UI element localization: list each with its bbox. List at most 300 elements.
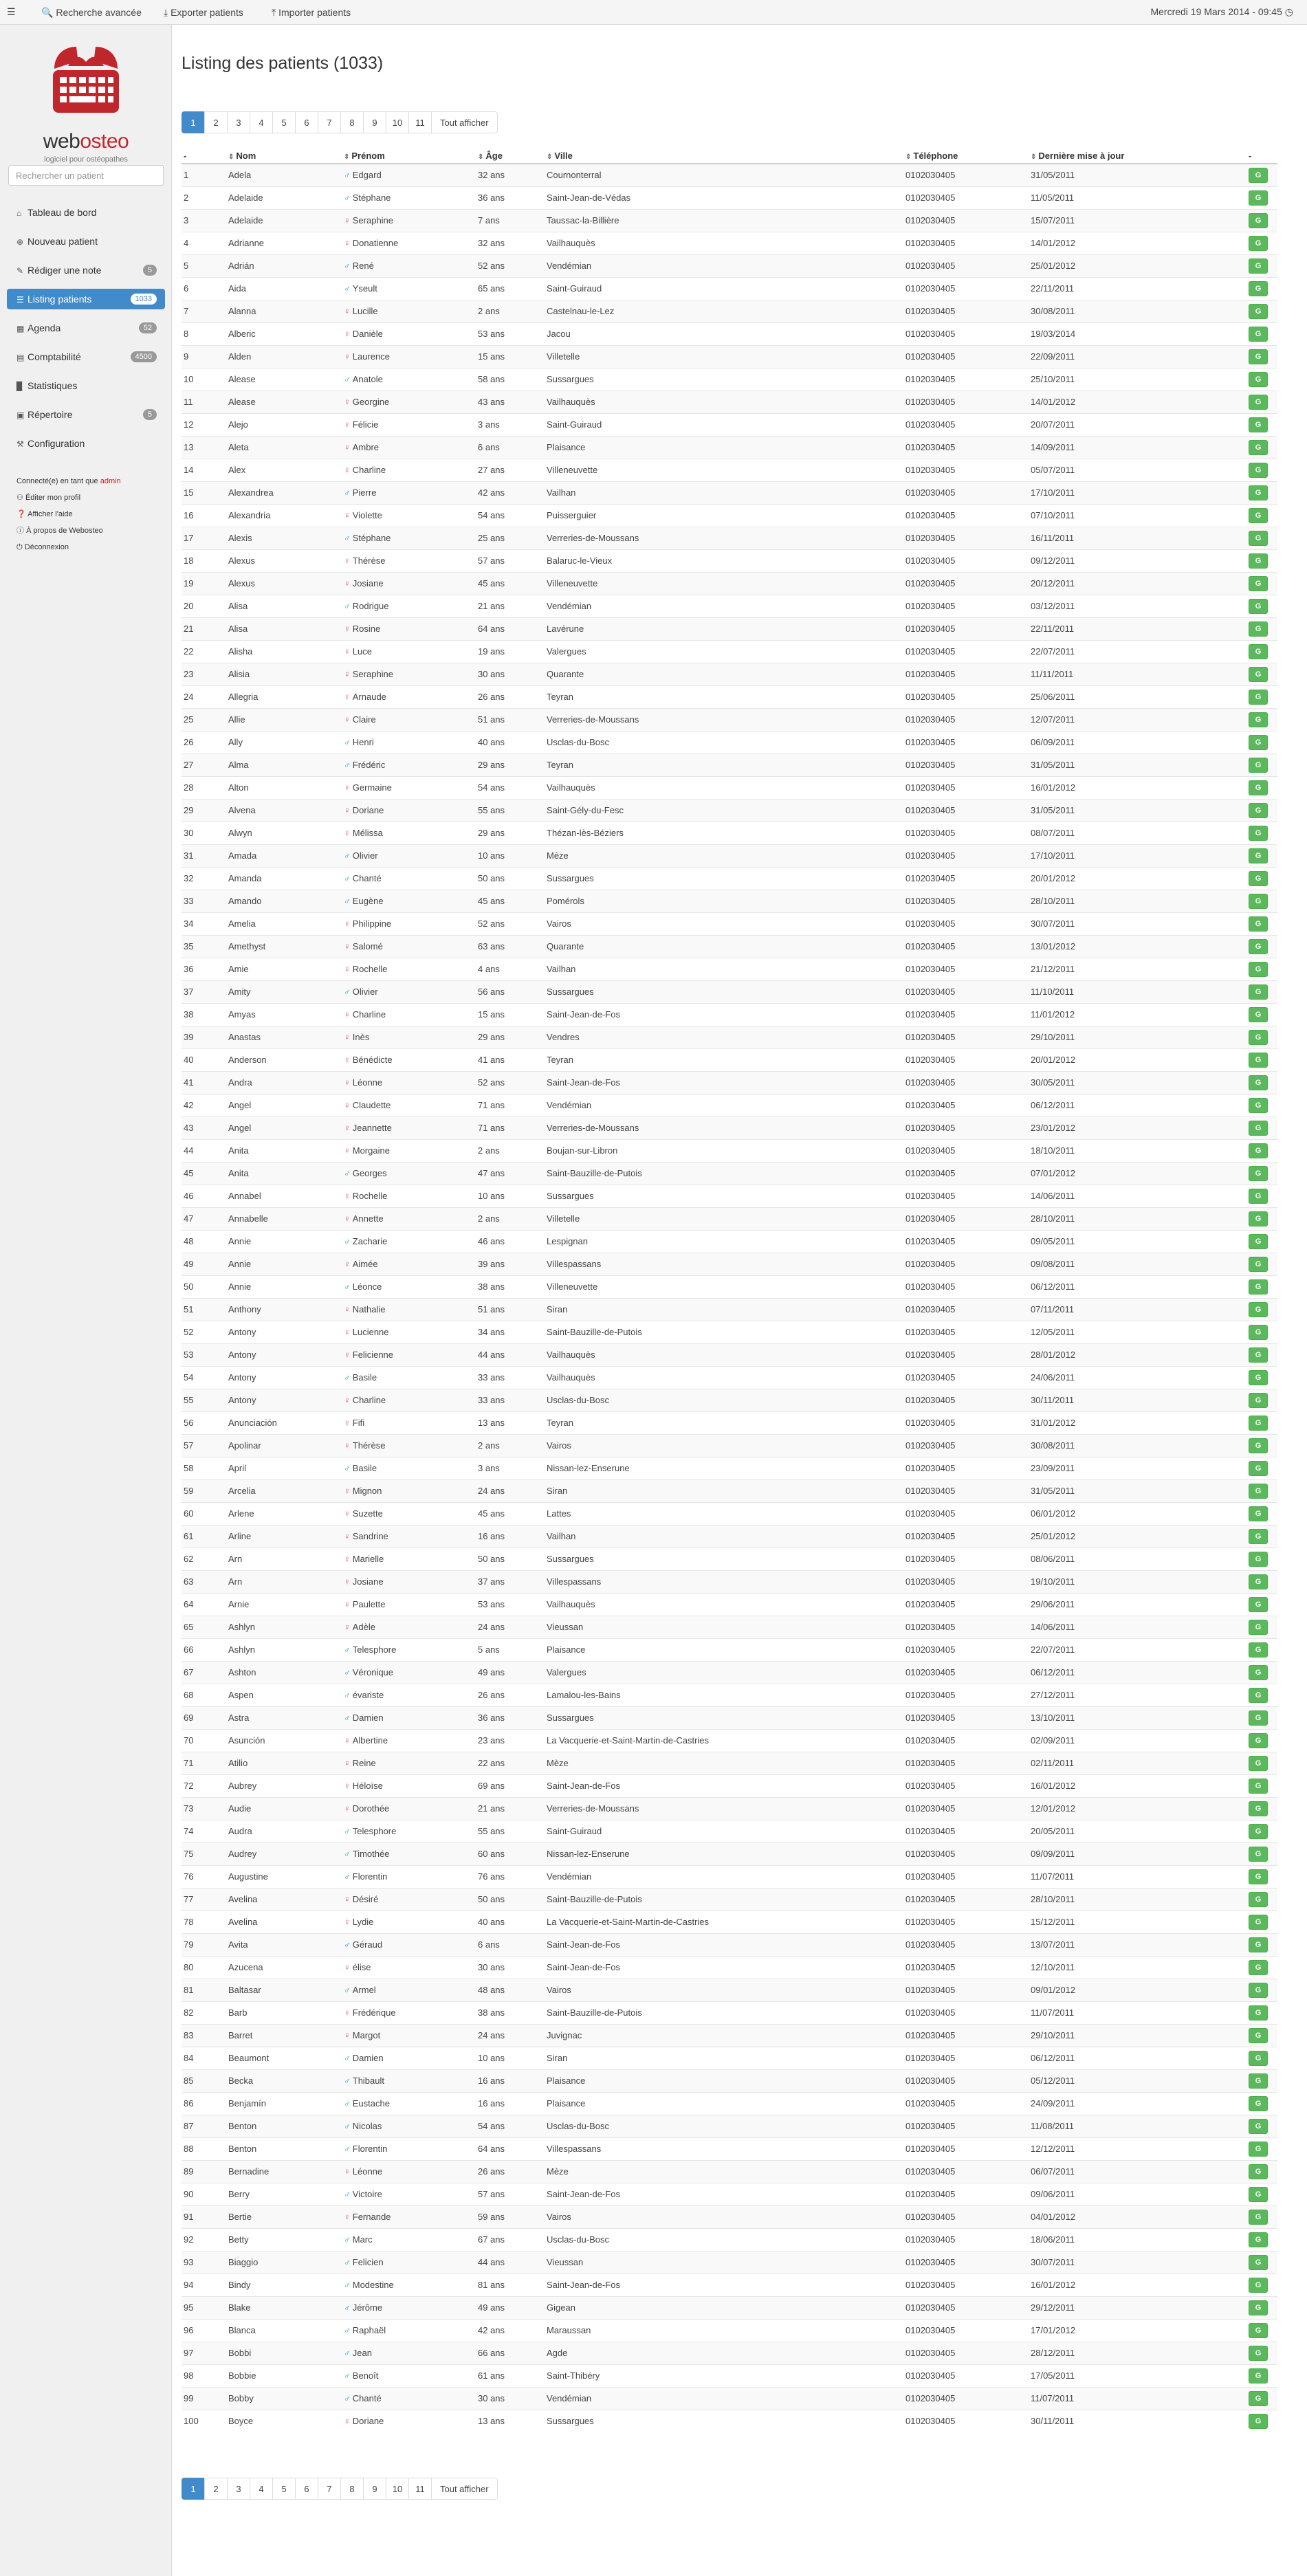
table-row[interactable] xyxy=(182,1593,1277,1616)
page-link[interactable]: 1 xyxy=(182,2478,205,2500)
table-row[interactable] xyxy=(182,1570,1277,1593)
page-link[interactable]: 7 xyxy=(318,2478,341,2500)
table-row[interactable] xyxy=(182,2228,1277,2251)
table-row[interactable] xyxy=(182,1774,1277,1797)
col-header-prenom[interactable] xyxy=(342,148,476,164)
open-patient-button[interactable]: G xyxy=(1249,1393,1268,1408)
page-link[interactable]: 5 xyxy=(272,2478,296,2500)
open-patient-button[interactable]: G xyxy=(1249,1234,1268,1249)
open-patient-button[interactable]: G xyxy=(1249,1325,1268,1340)
open-patient-button[interactable]: G xyxy=(1249,1665,1268,1680)
open-patient-button[interactable]: G xyxy=(1249,1211,1268,1226)
table-row[interactable] xyxy=(182,1094,1277,1116)
page-link[interactable]: 4 xyxy=(250,2478,273,2500)
table-row[interactable] xyxy=(182,2092,1277,2115)
table-row[interactable] xyxy=(182,1275,1277,1298)
open-patient-button[interactable]: G xyxy=(1249,1166,1268,1181)
open-patient-button[interactable]: G xyxy=(1249,508,1268,523)
table-row[interactable] xyxy=(182,2024,1277,2047)
col-header-index[interactable] xyxy=(182,148,226,164)
table-row[interactable] xyxy=(182,1366,1277,1389)
table-row[interactable] xyxy=(182,1525,1277,1548)
col-header-derniere-maj[interactable] xyxy=(1029,148,1246,164)
open-patient-button[interactable]: G xyxy=(1249,1847,1268,1862)
table-row[interactable] xyxy=(182,595,1277,617)
cell-index xyxy=(182,1139,226,1162)
open-patient-button[interactable]: G xyxy=(1249,644,1268,659)
table-row[interactable] xyxy=(182,436,1277,459)
table-row[interactable] xyxy=(182,776,1277,799)
table-row[interactable] xyxy=(182,2160,1277,2183)
open-patient-button[interactable]: G xyxy=(1249,553,1268,569)
table-row[interactable] xyxy=(182,1343,1277,1366)
cell-derniere-maj-text: 22/09/2011 xyxy=(1031,351,1075,362)
table-row[interactable] xyxy=(182,254,1277,277)
table-row[interactable] xyxy=(182,640,1277,663)
open-patient-button[interactable]: G xyxy=(1249,576,1268,591)
table-row[interactable] xyxy=(182,685,1277,708)
table-row[interactable] xyxy=(182,2296,1277,2319)
col-header-telephone[interactable] xyxy=(903,148,1029,164)
open-patient-button[interactable]: G xyxy=(1249,213,1268,228)
page-link[interactable]: 10 xyxy=(386,2478,409,2500)
page-link[interactable]: 7 xyxy=(318,111,341,133)
open-patient-button[interactable]: G xyxy=(1249,916,1268,932)
cell-age-text: 6 ans xyxy=(478,442,500,452)
open-patient-button[interactable]: G xyxy=(1249,1688,1268,1703)
open-patient-button[interactable]: G xyxy=(1249,2051,1268,2066)
cell-telephone-text: 0102030405 xyxy=(905,1395,956,1405)
table-row[interactable] xyxy=(182,1616,1277,1638)
page-link[interactable]: 8 xyxy=(340,2478,364,2500)
open-patient-button[interactable]: G xyxy=(1249,1642,1268,1658)
cell-telephone-text: 0102030405 xyxy=(905,2257,956,2267)
cell-prenom-text: Chanté xyxy=(352,2393,382,2403)
open-patient-button[interactable]: G xyxy=(1249,1552,1268,1567)
sidebar-item-statistiques[interactable] xyxy=(7,375,165,396)
table-row[interactable] xyxy=(182,1979,1277,2001)
open-patient-button[interactable]: G xyxy=(1249,1733,1268,1748)
open-patient-button[interactable]: G xyxy=(1249,826,1268,841)
page-link[interactable]: 5 xyxy=(272,111,296,133)
open-patient-button[interactable]: G xyxy=(1249,463,1268,478)
page-link[interactable]: 2 xyxy=(204,2478,228,2500)
open-patient-button[interactable]: G xyxy=(1249,1915,1268,1930)
table-row[interactable] xyxy=(182,1956,1277,1979)
open-patient-button[interactable]: G xyxy=(1249,1597,1268,1612)
cell-derniere-maj-text: 16/01/2012 xyxy=(1031,2280,1076,2290)
table-row[interactable] xyxy=(182,527,1277,549)
open-patient-button[interactable]: G xyxy=(1249,395,1268,410)
sidebar-item-listing-patients[interactable] xyxy=(7,289,165,309)
sidebar-item-rediger-note[interactable] xyxy=(7,260,165,280)
cell-telephone xyxy=(903,1003,1029,1026)
table-row[interactable] xyxy=(182,1139,1277,1162)
table-row[interactable] xyxy=(182,980,1277,1003)
table-row[interactable] xyxy=(182,1185,1277,1207)
open-patient-button[interactable]: G xyxy=(1249,190,1268,206)
table-row[interactable] xyxy=(182,708,1277,731)
open-patient-button[interactable]: G xyxy=(1249,417,1268,432)
table-row[interactable] xyxy=(182,890,1277,912)
open-patient-button[interactable]: G xyxy=(1249,1824,1268,1839)
cell-index xyxy=(182,1570,226,1593)
cell-nom xyxy=(226,1842,342,1865)
table-row[interactable] xyxy=(182,322,1277,345)
patients-table xyxy=(182,148,1277,2432)
cell-prenom xyxy=(342,2069,476,2092)
open-patient-button[interactable]: G xyxy=(1249,1075,1268,1090)
open-patient-button[interactable]: G xyxy=(1249,2210,1268,2225)
connected-user[interactable]: admin xyxy=(100,477,121,485)
table-row[interactable] xyxy=(182,753,1277,776)
open-patient-button[interactable]: G xyxy=(1249,2005,1268,2021)
cell-prenom-text: René xyxy=(352,261,374,271)
cell-age xyxy=(476,2092,545,2115)
table-row[interactable] xyxy=(182,2183,1277,2205)
table-row[interactable] xyxy=(182,2115,1277,2137)
open-patient-button[interactable]: G xyxy=(1249,894,1268,909)
open-patient-button[interactable]: G xyxy=(1249,1620,1268,1635)
table-row[interactable] xyxy=(182,1548,1277,1570)
page-link[interactable]: 2 xyxy=(204,111,228,133)
open-patient-button[interactable]: G xyxy=(1249,1710,1268,1726)
open-patient-button[interactable]: G xyxy=(1249,2255,1268,2270)
table-row[interactable] xyxy=(182,2319,1277,2342)
table-row[interactable] xyxy=(182,1071,1277,1094)
table-row[interactable] xyxy=(182,1003,1277,1026)
page-link[interactable]: 9 xyxy=(363,111,386,133)
page-link-show-all[interactable]: Tout afficher xyxy=(431,111,498,133)
open-patient-button[interactable]: G xyxy=(1249,2073,1268,2089)
table-row[interactable] xyxy=(182,663,1277,685)
open-patient-button[interactable]: G xyxy=(1249,1756,1268,1771)
open-patient-button[interactable]: G xyxy=(1249,599,1268,614)
open-patient-button[interactable]: G xyxy=(1249,236,1268,251)
table-row[interactable] xyxy=(182,164,1277,186)
open-patient-button[interactable]: G xyxy=(1249,1529,1268,1544)
cell-ville-text: Vendémian xyxy=(547,261,592,271)
page-link[interactable]: 1 xyxy=(182,111,205,133)
open-patient-button[interactable]: G xyxy=(1249,1302,1268,1317)
table-row[interactable] xyxy=(182,368,1277,390)
sidebar-item-repertoire[interactable] xyxy=(7,404,165,425)
open-patient-button[interactable]: G xyxy=(1249,2414,1268,2429)
cell-ville-text: Villeneuvette xyxy=(547,465,598,475)
cell-derniere-maj xyxy=(1029,663,1246,685)
table-row[interactable] xyxy=(182,1162,1277,1185)
table-row[interactable] xyxy=(182,2001,1277,2024)
open-patient-button[interactable]: G xyxy=(1249,2119,1268,2134)
table-row[interactable] xyxy=(182,1207,1277,1230)
col-header-nom[interactable] xyxy=(226,148,342,164)
cell-age-text: 76 ans xyxy=(478,1871,505,1882)
open-patient-button[interactable]: G xyxy=(1249,1257,1268,1272)
open-patient-button[interactable]: G xyxy=(1249,1347,1268,1363)
open-patient-button[interactable]: G xyxy=(1249,281,1268,296)
table-row[interactable] xyxy=(182,731,1277,753)
cell-index xyxy=(182,1593,226,1616)
cell-telephone xyxy=(903,731,1029,753)
table-row[interactable] xyxy=(182,2274,1277,2296)
open-patient-button[interactable]: G xyxy=(1249,1779,1268,1794)
open-patient-button[interactable]: G xyxy=(1249,1053,1268,1068)
cell-nom xyxy=(226,1139,342,1162)
open-patient-button[interactable]: G xyxy=(1249,1279,1268,1295)
table-row[interactable] xyxy=(182,2251,1277,2274)
table-row[interactable] xyxy=(182,1797,1277,1820)
sidebar-item-configuration[interactable] xyxy=(7,433,165,454)
cell-prenom xyxy=(342,2251,476,2274)
menu-icon[interactable]: ☰ xyxy=(7,6,16,17)
table-row[interactable] xyxy=(182,1502,1277,1525)
cell-ville xyxy=(545,1797,903,1820)
cell-index xyxy=(182,753,226,776)
page-link[interactable]: 6 xyxy=(295,2478,318,2500)
open-patient-button[interactable]: G xyxy=(1249,848,1268,863)
table-row[interactable] xyxy=(182,912,1277,935)
open-patient-button[interactable]: G xyxy=(1249,1506,1268,1521)
open-patient-button[interactable]: G xyxy=(1249,939,1268,954)
cell-index-text: 17 xyxy=(184,533,194,543)
page-link[interactable]: 8 xyxy=(340,111,364,133)
open-patient-button[interactable]: G xyxy=(1249,1121,1268,1136)
table-row[interactable] xyxy=(182,390,1277,413)
sidebar-item-tableau-de-bord[interactable] xyxy=(7,202,165,223)
table-row[interactable] xyxy=(182,2137,1277,2160)
cell-index xyxy=(182,1389,226,1411)
cell-derniere-maj-text: 30/07/2011 xyxy=(1031,2257,1075,2267)
table-row[interactable] xyxy=(182,822,1277,844)
open-patient-button[interactable]: G xyxy=(1249,1438,1268,1453)
open-patient-button[interactable]: G xyxy=(1249,871,1268,886)
open-patient-button[interactable]: G xyxy=(1249,258,1268,274)
webosteo-logo[interactable] xyxy=(38,38,134,176)
open-patient-button[interactable]: G xyxy=(1249,372,1268,387)
open-patient-button[interactable]: G xyxy=(1249,2187,1268,2202)
table-row[interactable] xyxy=(182,958,1277,980)
export-patients-link[interactable] xyxy=(164,6,243,19)
cell-derniere-maj-text: 15/07/2011 xyxy=(1031,215,1075,225)
page-link[interactable]: 10 xyxy=(386,111,409,133)
table-row[interactable] xyxy=(182,1457,1277,1479)
open-patient-button[interactable]: G xyxy=(1249,1007,1268,1022)
open-patient-button[interactable]: G xyxy=(1249,531,1268,546)
table-row[interactable] xyxy=(182,617,1277,640)
table-row[interactable] xyxy=(182,2410,1277,2432)
edit-icon: ✎ xyxy=(17,266,24,276)
open-patient-button[interactable]: G xyxy=(1249,962,1268,977)
table-row[interactable] xyxy=(182,1820,1277,1842)
table-row[interactable] xyxy=(182,1230,1277,1253)
cell-nom xyxy=(226,1593,342,1616)
table-row[interactable] xyxy=(182,1729,1277,1752)
table-row[interactable] xyxy=(182,1321,1277,1343)
table-row[interactable] xyxy=(182,1116,1277,1139)
table-row[interactable] xyxy=(182,1479,1277,1502)
table-row[interactable] xyxy=(182,1638,1277,1661)
open-patient-button[interactable]: G xyxy=(1249,327,1268,342)
cell-ville xyxy=(545,776,903,799)
edit-profile-link[interactable] xyxy=(17,489,168,506)
open-patient-button[interactable]: G xyxy=(1249,349,1268,364)
open-patient-button[interactable]: G xyxy=(1249,2164,1268,2179)
table-row[interactable] xyxy=(182,345,1277,368)
page-link-show-all[interactable]: Tout afficher xyxy=(431,2478,498,2500)
female-icon: ♀ xyxy=(344,624,351,634)
open-patient-button[interactable]: G xyxy=(1249,440,1268,455)
open-patient-button[interactable]: G xyxy=(1249,1892,1268,1907)
page-link[interactable]: 3 xyxy=(227,2478,250,2500)
table-row[interactable] xyxy=(182,867,1277,890)
cell-nom-text: Alton xyxy=(228,782,249,793)
open-patient-button[interactable]: G xyxy=(1249,1983,1268,1998)
table-row[interactable] xyxy=(182,459,1277,481)
table-row[interactable] xyxy=(182,2387,1277,2410)
table-row[interactable] xyxy=(182,572,1277,595)
table-row[interactable] xyxy=(182,300,1277,322)
logout-link[interactable] xyxy=(17,539,168,555)
cell-telephone-text: 0102030405 xyxy=(905,215,956,225)
open-patient-button[interactable]: G xyxy=(1249,1937,1268,1952)
col-header-age[interactable] xyxy=(476,148,545,164)
cell-nom xyxy=(226,1729,342,1752)
open-patient-button[interactable]: G xyxy=(1249,621,1268,637)
open-patient-button[interactable]: G xyxy=(1249,1461,1268,1476)
open-patient-button[interactable]: G xyxy=(1249,2232,1268,2247)
open-patient-button[interactable]: G xyxy=(1249,803,1268,818)
table-row[interactable] xyxy=(182,2205,1277,2228)
table-row[interactable] xyxy=(182,2047,1277,2069)
table-row[interactable] xyxy=(182,2069,1277,2092)
open-patient-button[interactable]: G xyxy=(1249,667,1268,682)
table-row[interactable] xyxy=(182,277,1277,300)
open-patient-button[interactable]: G xyxy=(1249,1960,1268,1975)
open-patient-button[interactable]: G xyxy=(1249,1484,1268,1499)
import-patients-link[interactable] xyxy=(272,6,351,19)
cell-telephone-text: 0102030405 xyxy=(905,646,956,657)
cell-age xyxy=(476,2160,545,2183)
open-patient-button[interactable]: G xyxy=(1249,712,1268,727)
table-row[interactable] xyxy=(182,799,1277,822)
about-link[interactable] xyxy=(17,522,168,539)
cell-age-text: 41 ans xyxy=(478,1055,505,1065)
sidebar-item-agenda[interactable] xyxy=(7,318,165,338)
table-row[interactable] xyxy=(182,1706,1277,1729)
open-patient-button[interactable]: G xyxy=(1249,735,1268,750)
table-row[interactable] xyxy=(182,1253,1277,1275)
open-patient-button[interactable]: G xyxy=(1249,1189,1268,1204)
table-row[interactable] xyxy=(182,1298,1277,1321)
table-row[interactable] xyxy=(182,935,1277,958)
open-patient-button[interactable]: G xyxy=(1249,2391,1268,2406)
cell-prenom xyxy=(342,1933,476,1956)
open-patient-button[interactable]: G xyxy=(1249,2346,1268,2361)
col-header-ville[interactable] xyxy=(545,148,903,164)
table-row[interactable] xyxy=(182,413,1277,436)
patient-search-input[interactable] xyxy=(8,165,164,186)
page-link[interactable]: 3 xyxy=(227,111,250,133)
table-row[interactable] xyxy=(182,1865,1277,1888)
cell-age-text: 7 ans xyxy=(478,215,500,225)
cell-nom xyxy=(226,2047,342,2069)
page-link[interactable]: 6 xyxy=(295,111,318,133)
page-link[interactable]: 9 xyxy=(363,2478,386,2500)
count-badge: 1033 xyxy=(131,294,157,305)
table-row[interactable] xyxy=(182,1684,1277,1706)
open-patient-button[interactable]: G xyxy=(1249,485,1268,500)
table-row[interactable] xyxy=(182,1933,1277,1956)
cell-prenom xyxy=(342,186,476,209)
open-patient-button[interactable]: G xyxy=(1249,2323,1268,2338)
open-patient-button[interactable]: G xyxy=(1249,690,1268,705)
table-row[interactable] xyxy=(182,186,1277,209)
table-row[interactable] xyxy=(182,504,1277,527)
open-patient-button[interactable]: G xyxy=(1249,304,1268,319)
sidebar-item-nouveau-patient[interactable] xyxy=(7,231,165,252)
help-link[interactable] xyxy=(17,506,168,522)
open-patient-button[interactable]: G xyxy=(1249,2278,1268,2293)
open-patient-button[interactable]: G xyxy=(1249,758,1268,773)
open-patient-button[interactable]: G xyxy=(1249,1098,1268,1113)
table-row[interactable] xyxy=(182,1434,1277,1457)
open-patient-button[interactable]: G xyxy=(1249,780,1268,795)
open-patient-button[interactable]: G xyxy=(1249,2028,1268,2043)
page-link[interactable]: 4 xyxy=(250,111,273,133)
open-patient-button[interactable]: G xyxy=(1249,168,1268,183)
cell-index xyxy=(182,1321,226,1343)
open-patient-button[interactable]: G xyxy=(1249,1801,1268,1816)
table-row[interactable] xyxy=(182,1026,1277,1048)
page-link[interactable]: 11 xyxy=(408,2478,432,2500)
table-row[interactable] xyxy=(182,2342,1277,2364)
table-row[interactable] xyxy=(182,549,1277,572)
open-patient-button[interactable]: G xyxy=(1249,2142,1268,2157)
female-icon: ♀ xyxy=(344,2212,351,2222)
open-patient-button[interactable]: G xyxy=(1249,2300,1268,2315)
table-row[interactable] xyxy=(182,1411,1277,1434)
cell-age-text: 15 ans xyxy=(478,1009,505,1020)
cell-nom xyxy=(226,1911,342,1933)
cell-action xyxy=(1246,1548,1277,1570)
open-patient-button[interactable]: G xyxy=(1249,1574,1268,1589)
table-row[interactable] xyxy=(182,1389,1277,1411)
open-patient-button[interactable]: G xyxy=(1249,1869,1268,1884)
table-row[interactable] xyxy=(182,1752,1277,1774)
table-row[interactable] xyxy=(182,1661,1277,1684)
open-patient-button[interactable]: G xyxy=(1249,1370,1268,1385)
table-row[interactable] xyxy=(182,1911,1277,1933)
table-row[interactable] xyxy=(182,2364,1277,2387)
open-patient-button[interactable]: G xyxy=(1249,1143,1268,1158)
table-row[interactable] xyxy=(182,1048,1277,1071)
open-patient-button[interactable]: G xyxy=(1249,2368,1268,2384)
table-row[interactable] xyxy=(182,232,1277,254)
open-patient-button[interactable]: G xyxy=(1249,1416,1268,1431)
open-patient-button[interactable]: G xyxy=(1249,1030,1268,1045)
sidebar-item-comptabilite[interactable] xyxy=(7,346,165,367)
open-patient-button[interactable]: G xyxy=(1249,984,1268,1000)
table-row[interactable] xyxy=(182,1842,1277,1865)
table-row[interactable] xyxy=(182,844,1277,867)
open-patient-button[interactable]: G xyxy=(1249,2096,1268,2111)
table-row[interactable] xyxy=(182,1888,1277,1911)
cell-age-text: 33 ans xyxy=(478,1395,505,1405)
page-link[interactable]: 11 xyxy=(408,111,432,133)
advanced-search-link[interactable] xyxy=(41,6,142,19)
table-row[interactable] xyxy=(182,481,1277,504)
table-row[interactable] xyxy=(182,209,1277,232)
